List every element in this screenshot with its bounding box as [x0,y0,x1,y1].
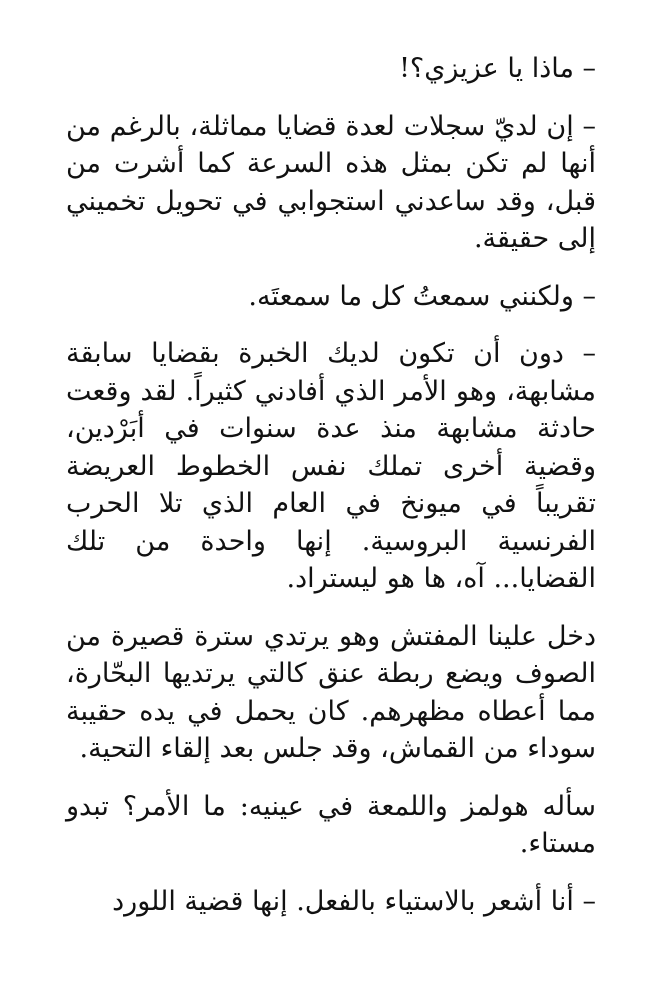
dialogue-line: – ماذا يا عزيزي؟! [399,53,596,84]
dialogue-line: – أنا أشعر بالاستياء بالفعل. إنها قضية اللورد [112,885,596,917]
narration-paragraph: دخل علينا المفتش وهو يرتدي سترة قصيرة من الصوف ويضع ربطة عنق كالتي يرتديها البحّارة، مما أعطاه مظهرهم. كان يحمل في يده حقيبة سوداء من القماش، وقد جلس بعد إلقاء التحية. [66,620,596,764]
dialogue-line: – دون أن تكون لديك الخبرة بقضايا سابقة مشابهة، وهو الأمر الذي أفادني كثيراً. لقد وقعت حادثة مشابهة منذ عدة سنوات في أبَرْدين، وقضية أخرى تملك نفس الخطوط العريضة تقريباً في ميونخ في العام الذي تلا الحرب الفرنسية البروسية. إنها واحدة من تلك القضايا... آه، ها هو ليستراد. [66,338,596,594]
dialogue-line: – ولكنني سمعتُ كل ما سمعتَه. [248,280,596,312]
narration-paragraph: سأله هولمز واللمعة في عينيه: ما الأمر؟ تبدو مستاء. [66,790,596,859]
book-page [66,50,596,940]
dialogue-line: – إن لديّ سجلات لعدة قضايا مماثلة، بالرغم من أنها لم تكن بمثل هذه السرعة كما أشرت من قبل، وقد ساعدني استجوابي في تحويل تخميني إلى حقيقة. [66,110,596,254]
